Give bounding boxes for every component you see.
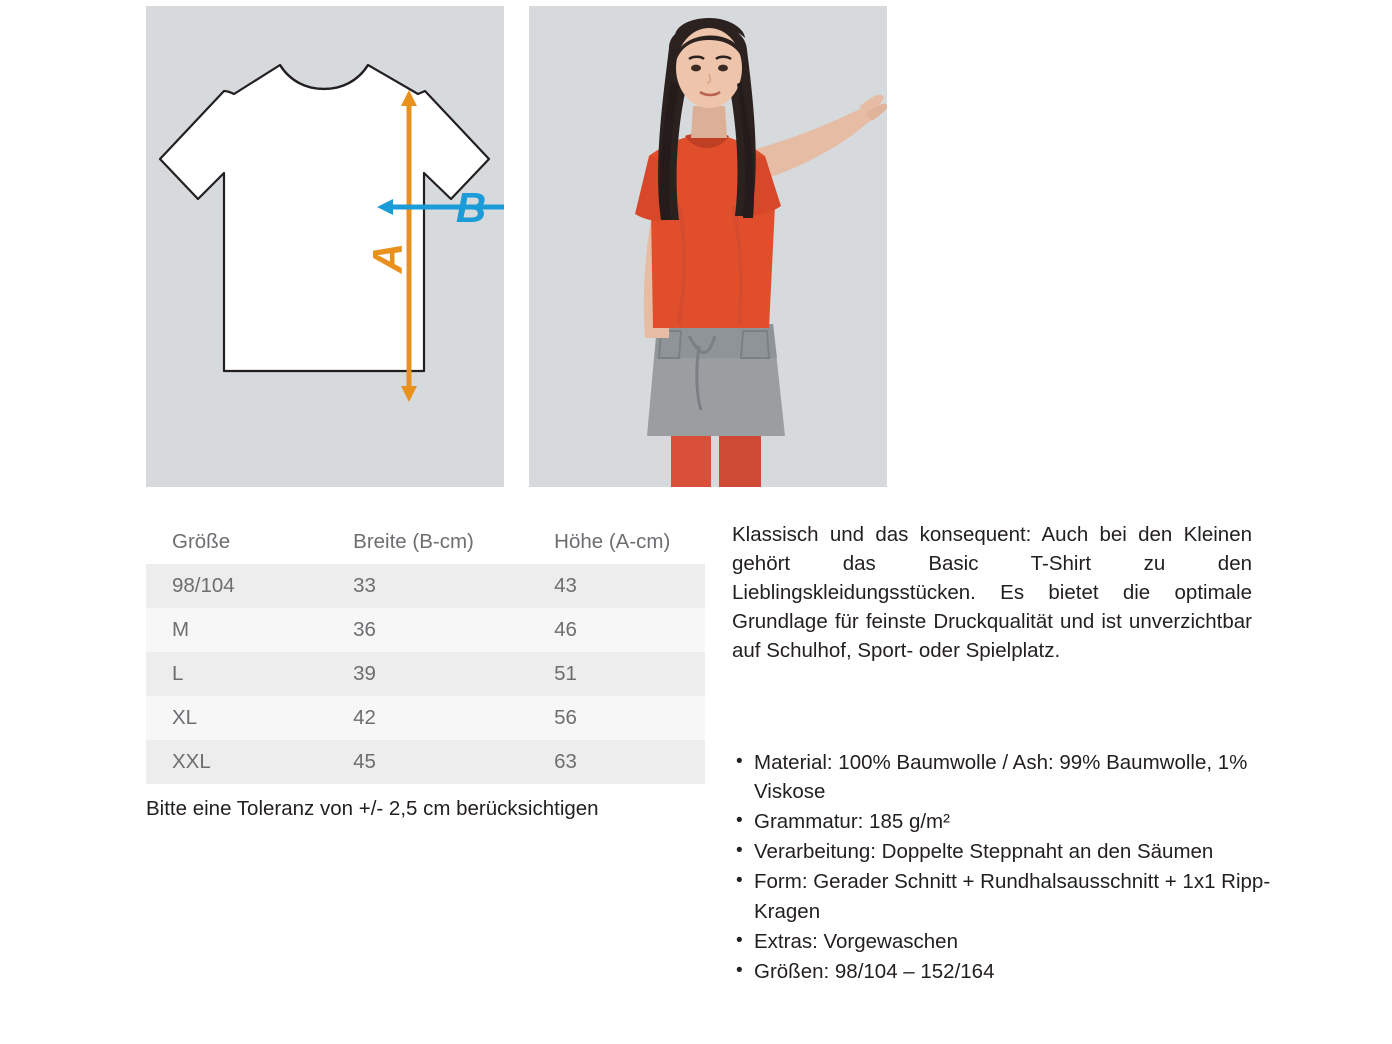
cell-size: 98/104 [172,574,235,597]
cell-height: 56 [554,706,577,729]
measurement-diagram-panel [146,6,504,487]
width-label: B [455,184,487,231]
cell-width: 39 [353,662,376,685]
product-image-row [146,6,887,487]
table-row [146,652,705,696]
product-photo-panel [529,6,887,487]
cell-height: 63 [554,750,577,773]
cell-width: 33 [353,574,376,597]
cell-size: XXL [172,750,211,773]
cell-width: 36 [353,618,376,641]
cell-size: L [172,662,184,685]
table-row [146,696,705,740]
product-features-list [732,748,1272,987]
table-row [146,564,705,608]
cell-width: 42 [353,706,376,729]
column-header-size: Größe [146,520,327,564]
cell-height: 43 [554,574,577,597]
cell-height: 46 [554,618,577,641]
list-item: • Extras: Vorgewaschen [732,927,1272,956]
description-text: Klassisch und das konsequent: Auch bei den Kleinen gehört das Basic T-Shirt zu den Lieblingskleidungsstücken. Es bietet die optimale Grundlage für feinste Druckqualität und ist unverzichtbar auf Schulhof, Sport- oder Spielplatz. [732,523,1252,663]
size-chart-table [146,520,705,784]
tshirt-measurement-diagram [146,6,504,487]
product-description [732,520,1252,666]
column-header-width: Breite (B-cm) [327,520,528,564]
cell-height: 51 [554,662,577,685]
tolerance-note: Bitte eine Toleranz von +/- 2,5 cm berücksichtigen [146,797,599,820]
column-header-height: Höhe (A-cm) [528,520,705,564]
girl-model-photo [529,6,887,487]
list-item: • Größen: 98/104 – 152/164 [732,957,1272,986]
list-item: • Form: Gerader Schnitt + Rundhalsausschnitt + 1x1 Ripp-Kragen [732,867,1272,925]
height-label: A [364,242,411,274]
cell-width: 45 [353,750,376,773]
cell-size: M [172,618,190,641]
list-item: • Material: 100% Baumwolle / Ash: 99% Baumwolle, 1% Viskose [732,748,1272,806]
table-header-row [146,520,705,564]
list-item: • Verarbeitung: Doppelte Steppnaht an den Säumen [732,837,1272,866]
table-row [146,608,705,652]
list-item: • Grammatur: 185 g/m² [732,807,1272,836]
table-row [146,740,705,784]
cell-size: XL [172,706,198,729]
